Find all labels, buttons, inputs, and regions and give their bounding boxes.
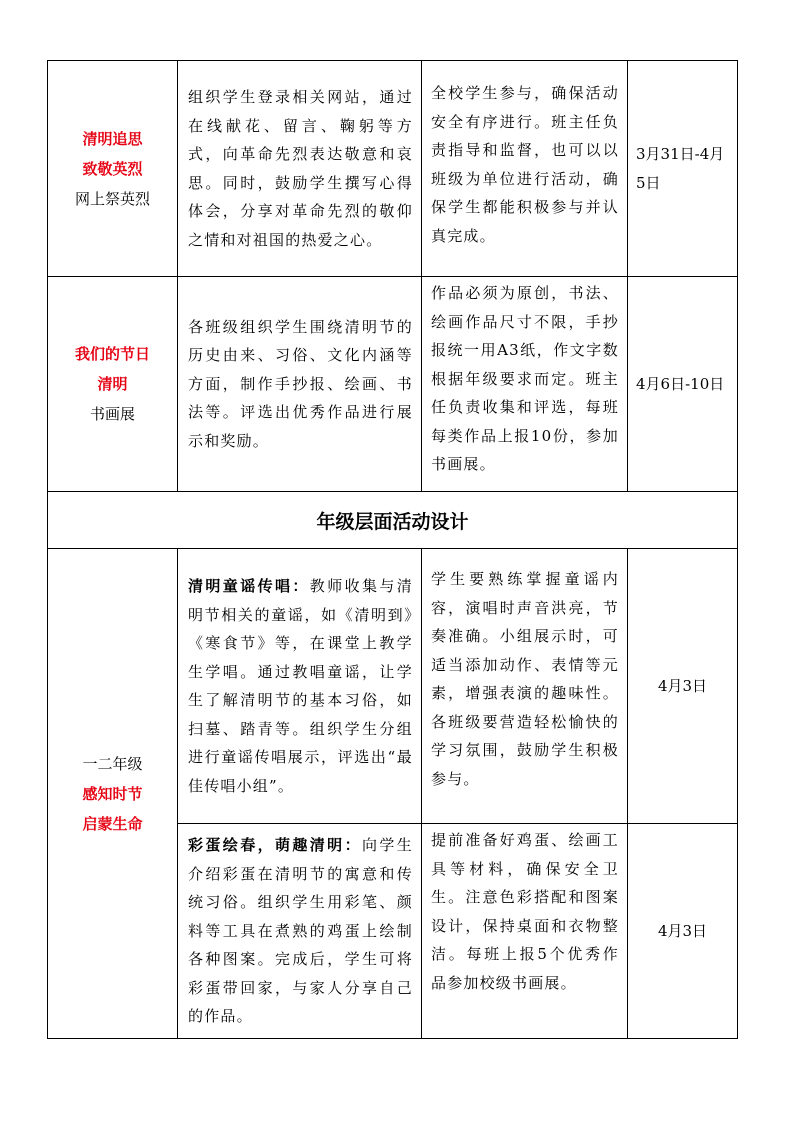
activity-name: 彩蛋绘春，萌趣清明：: [188, 836, 362, 855]
activity-time-cell: 4月3日: [628, 549, 738, 824]
activity-content-cell: 组织学生登录相关网站，通过在线献花、留言、鞠躬等方式，向革命先烈表达敬意和哀思。同时，鼓励学生撰写心得体会，分享对革命先烈的敬仰之情和对祖国的热爱之心。: [178, 61, 422, 277]
activity-requirement-cell: 提前准备好鸡蛋、绘画工具等材料，确保安全卫生。注意色彩搭配和图案设计，保持桌面和衣物整洁。每班上报5个优秀作品参加校级书画展。: [422, 824, 628, 1039]
activity-time-cell: 4月6日-10日: [628, 277, 738, 492]
activity-requirement-cell: 全校学生参与，确保活动安全有序进行。班主任负责指导和监督，也可以以班级为单位进行活动，确保学生都能积极参与并认真完成。: [422, 61, 628, 277]
table-row: [48, 277, 738, 492]
activity-name-cell: [48, 61, 178, 277]
activity-title-red: 清明追思: [82, 129, 143, 148]
table-row: [48, 549, 738, 824]
table-row: [48, 61, 738, 277]
activity-requirement-cell: 作品必须为原创，书法、绘画作品尺寸不限，手抄报统一用A3纸，作文字数根据年级要求而定。班主任负责收集和评选，每班每类作品上报10份，参加书画展。: [422, 277, 628, 492]
activity-content-cell: [178, 549, 422, 824]
activity-requirement-cell: 学生要熟练掌握童谣内容，演唱时声音洪亮，节奏准确。小组展示时，可适当添加动作、表情等元素，增强表演的趣味性。各班级要营造轻松愉快的学习氛围，鼓励学生积极参与。: [422, 549, 628, 824]
activity-title-red: 清明: [97, 375, 128, 393]
grade-name-cell: [48, 549, 178, 1039]
activity-title: 书画展: [89, 405, 135, 423]
activity-table-page: [47, 60, 737, 1039]
activity-title: 网上祭英烈: [74, 189, 150, 208]
activity-name: 清明童谣传唱：: [188, 577, 310, 595]
section-title: 年级层面活动设计: [48, 492, 738, 549]
activity-time-cell: 4月3日: [628, 824, 738, 1039]
activity-name-cell: [48, 277, 178, 492]
activity-content: 教师收集与清明节相关的童谣，如《清明到》《寒食节》等，在课堂上教学生学唱。通过教唱童谣，让学生了解清明节的基本习俗，如扫墓、踏青等。组织学生分组进行童谣传唱展示，评选出“最佳传唱小组”。: [188, 577, 413, 795]
activity-title-red: 我们的节日: [74, 345, 150, 363]
activity-table: [47, 60, 738, 1039]
activity-time-cell: 3月31日-4月5日: [628, 61, 738, 277]
grade-title-red: 启蒙生命: [82, 814, 143, 833]
grade-title: 一二年级: [82, 754, 143, 773]
grade-title-red: 感知时节: [82, 784, 143, 803]
activity-content: 向学生介绍彩蛋在清明节的寓意和传统习俗。组织学生用彩笔、颜料等工具在煮熟的鸡蛋上绘制各种图案。完成后，学生可将彩蛋带回家，与家人分享自己的作品。: [188, 836, 413, 1026]
activity-content-cell: 各班级组织学生围绕清明节的历史由来、习俗、文化内涵等方面，制作手抄报、绘画、书法等。评选出优秀作品进行展示和奖励。: [178, 277, 422, 492]
activity-content-cell: [178, 824, 422, 1039]
activity-title-red: 致敬英烈: [82, 159, 143, 178]
section-row: [48, 492, 738, 549]
